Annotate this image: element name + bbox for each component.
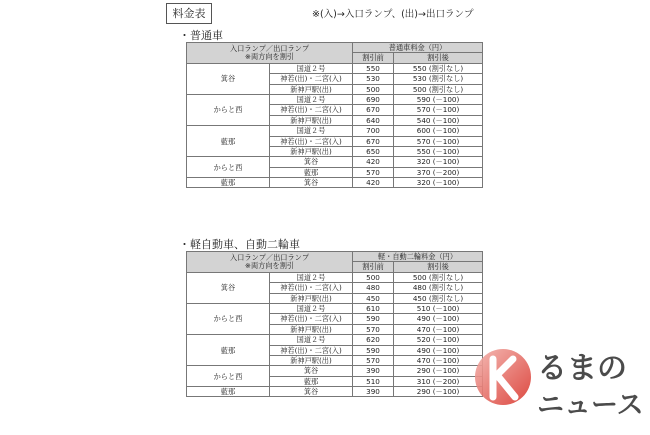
fee-after-cell: 500 (割引なし): [394, 272, 483, 282]
exit-ramp-cell: 箕谷: [270, 387, 353, 397]
exit-ramp-cell: 国道２号: [270, 126, 353, 136]
fee-before-cell: 640: [353, 115, 394, 125]
entry-ramp-cell: からと西: [187, 94, 270, 125]
table-row: [187, 126, 483, 136]
exit-ramp-cell: 新神戸駅(出): [270, 146, 353, 156]
ramp-legend-note: ※(入)→入口ランプ、(出)→出口ランプ: [312, 9, 474, 20]
entry-ramp-cell: からと西: [187, 303, 270, 334]
header-ramp-cell: [187, 43, 353, 64]
exit-ramp-cell: 神若(出)・二宮(入): [270, 314, 353, 324]
entry-ramp-cell: 藍那: [187, 178, 270, 188]
entry-ramp-cell: 藍那: [187, 126, 270, 157]
exit-ramp-cell: 箕谷: [270, 178, 353, 188]
exit-ramp-cell: 国道２号: [270, 94, 353, 104]
fee-after-cell: 570 (－100): [394, 136, 483, 146]
exit-ramp-cell: 国道２号: [270, 335, 353, 345]
fee-before-cell: 390: [353, 387, 394, 397]
fee-before-cell: 420: [353, 157, 394, 167]
fee-after-cell: 310 (－200): [394, 376, 483, 386]
exit-ramp-cell: 新神戸駅(出): [270, 324, 353, 334]
fee-before-cell: 450: [353, 293, 394, 303]
header-after: 割引後: [394, 53, 483, 63]
fee-after-cell: 290 (－100): [394, 387, 483, 397]
fee-after-cell: 470 (－100): [394, 324, 483, 334]
fee-after-cell: 320 (－100): [394, 157, 483, 167]
fee-before-cell: 650: [353, 146, 394, 156]
section-heading-regular: ・普通車: [179, 29, 223, 42]
table-row: [187, 387, 483, 397]
watermark-logo: [473, 333, 645, 431]
exit-ramp-cell: 国道２号: [270, 63, 353, 73]
fee-after-cell: 370 (－200): [394, 167, 483, 177]
exit-ramp-cell: 新神戸駅(出): [270, 355, 353, 365]
table-row: [187, 335, 483, 345]
header-ramp-label: 入口ランプ／出口ランプ: [229, 253, 310, 263]
fee-after-cell: 290 (－100): [394, 366, 483, 376]
table-row: [187, 178, 483, 188]
watermark-line-2: ニュース: [537, 390, 644, 421]
fee-after-cell: 600 (－100): [394, 126, 483, 136]
fee-before-cell: 610: [353, 303, 394, 313]
exit-ramp-cell: 新神戸駅(出): [270, 84, 353, 94]
entry-ramp-cell: 箕谷: [187, 63, 270, 94]
exit-ramp-cell: 神若(出)・二宮(入): [270, 105, 353, 115]
fee-after-cell: 540 (－100): [394, 115, 483, 125]
exit-ramp-cell: 箕谷: [270, 366, 353, 376]
fee-before-cell: 500: [353, 272, 394, 282]
table-row: [187, 157, 483, 167]
entry-ramp-cell: 藍那: [187, 335, 270, 366]
header-fee: 普通車料金（円）: [353, 43, 483, 53]
fee-before-cell: 690: [353, 94, 394, 104]
fee-before-cell: 570: [353, 355, 394, 365]
exit-ramp-cell: 新神戸駅(出): [270, 115, 353, 125]
fee-before-cell: 590: [353, 345, 394, 355]
entry-ramp-cell: 藍那: [187, 387, 270, 397]
exit-ramp-cell: 新神戸駅(出): [270, 293, 353, 303]
fee-after-cell: 590 (－100): [394, 94, 483, 104]
fee-after-cell: 570 (－100): [394, 105, 483, 115]
entry-ramp-cell: 箕谷: [187, 272, 270, 303]
fee-before-cell: 500: [353, 84, 394, 94]
fee-after-cell: 450 (割引なし): [394, 293, 483, 303]
fee-before-cell: 420: [353, 178, 394, 188]
table-row: [187, 303, 483, 313]
header-before: 割引前: [353, 53, 394, 63]
exit-ramp-cell: 神若(出)・二宮(入): [270, 74, 353, 84]
fee-after-cell: 550 (割引なし): [394, 63, 483, 73]
header-fee: 軽・自動二輪料金（円）: [353, 252, 483, 262]
exit-ramp-cell: 国道２号: [270, 272, 353, 282]
table-row: [187, 94, 483, 104]
fee-after-cell: 500 (割引なし): [394, 84, 483, 94]
table-row: [187, 272, 483, 282]
fare-table-light: [186, 251, 483, 397]
fee-before-cell: 700: [353, 126, 394, 136]
header-after: 割引後: [394, 262, 483, 272]
fee-after-cell: 490 (－100): [394, 314, 483, 324]
fee-after-cell: 320 (－100): [394, 178, 483, 188]
header-ramp-cell: [187, 252, 353, 273]
fee-before-cell: 670: [353, 105, 394, 115]
fee-after-cell: 470 (－100): [394, 355, 483, 365]
exit-ramp-cell: 国道２号: [270, 303, 353, 313]
fee-before-cell: 620: [353, 335, 394, 345]
header-ramp-note: ※両方向を割引: [244, 261, 295, 271]
section-heading-light: ・軽自動車、自動二輪車: [179, 238, 300, 251]
exit-ramp-cell: 箕谷: [270, 157, 353, 167]
table-row: [187, 366, 483, 376]
fee-after-cell: 520 (－100): [394, 335, 483, 345]
entry-ramp-cell: からと西: [187, 366, 270, 387]
exit-ramp-cell: 神若(出)・二宮(入): [270, 136, 353, 146]
header-before: 割引前: [353, 262, 394, 272]
fee-before-cell: 570: [353, 167, 394, 177]
watermark-line-1: るまの: [537, 351, 627, 386]
fee-after-cell: 550 (－100): [394, 146, 483, 156]
fare-table-regular: [186, 42, 483, 188]
header-ramp-note: ※両方向を割引: [244, 52, 295, 62]
exit-ramp-cell: 神若(出)・二宮(入): [270, 345, 353, 355]
fee-before-cell: 480: [353, 283, 394, 293]
fee-before-cell: 570: [353, 324, 394, 334]
exit-ramp-cell: 神若(出)・二宮(入): [270, 283, 353, 293]
fee-before-cell: 510: [353, 376, 394, 386]
fee-before-cell: 390: [353, 366, 394, 376]
fee-after-cell: 530 (割引なし): [394, 74, 483, 84]
header-ramp-label: 入口ランプ／出口ランプ: [229, 44, 310, 54]
fee-before-cell: 590: [353, 314, 394, 324]
page-title: 料金表: [166, 3, 212, 24]
fee-before-cell: 670: [353, 136, 394, 146]
entry-ramp-cell: からと西: [187, 157, 270, 178]
fee-before-cell: 530: [353, 74, 394, 84]
car-emblem-icon: [473, 333, 533, 431]
fee-before-cell: 550: [353, 63, 394, 73]
exit-ramp-cell: 藍那: [270, 167, 353, 177]
fee-after-cell: 510 (－100): [394, 303, 483, 313]
fee-after-cell: 480 (割引なし): [394, 283, 483, 293]
table-row: [187, 63, 483, 73]
fee-after-cell: 490 (－100): [394, 345, 483, 355]
exit-ramp-cell: 藍那: [270, 376, 353, 386]
